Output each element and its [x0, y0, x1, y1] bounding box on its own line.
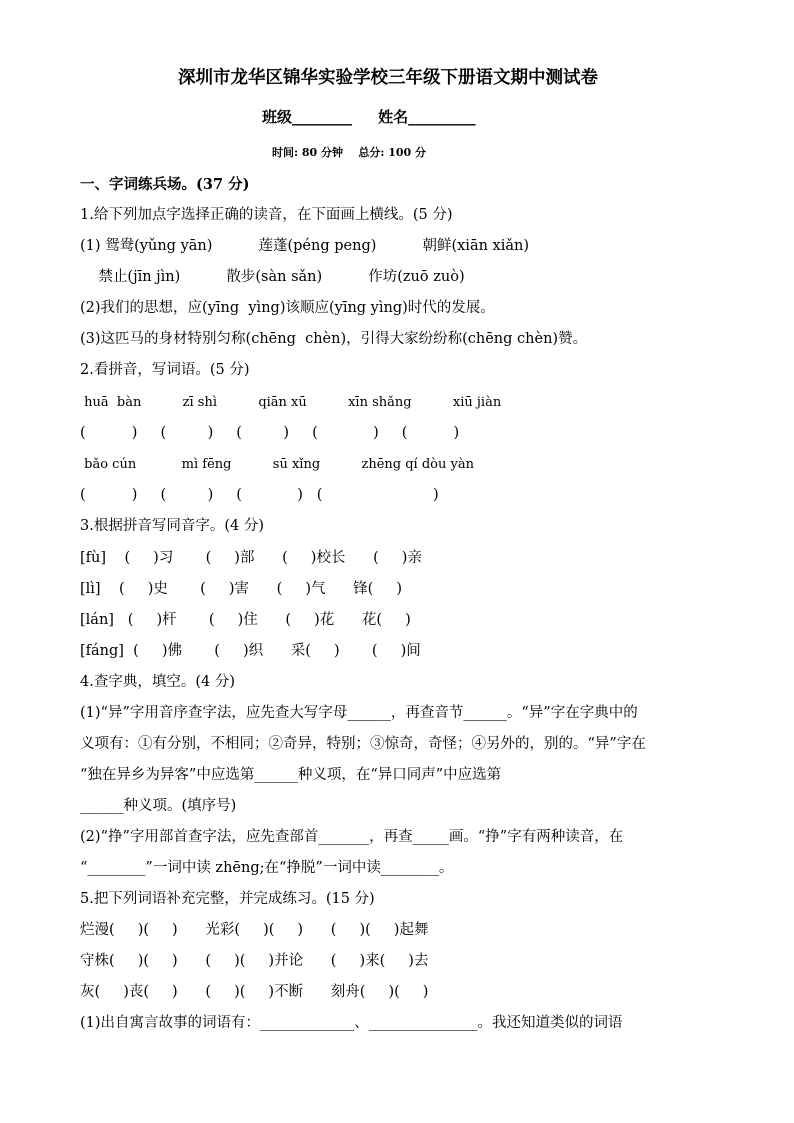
q2-pinyin-row1: huā bàn zī shì qiān xū xīn shǎng xiū jiàn: [80, 395, 502, 410]
q5-row1: 烂漫( )( ) 光彩( )( ) ( )( )起舞: [80, 922, 429, 938]
section-heading: 一、字词练兵场。(37 分): [80, 176, 250, 193]
q1-row3: (2)我们的思想，应(yīng yìng)该顺应(yīng yìng)时代的发展。: [80, 300, 495, 316]
q3-row3: [lán] ( )杆 ( )住 ( )花 花( ): [80, 612, 411, 628]
q1-row2: 禁止(jīn jìn) 散步(sàn sǎn) 作坊(zuō zuò): [80, 269, 465, 285]
q2-stem: 2.看拼音，写词语。(5 分): [80, 362, 250, 378]
q4-para2: 义项有：①有分别，不相同；②奇异，特别；③惊奇，奇怪；④另外的，别的。“异”字在: [80, 736, 646, 752]
q2-paren-row2: ( ) ( ) ( ) ( ): [80, 487, 439, 503]
q1-row1: (1) 鸳鸯(yǔng yān) 莲蓬(péng peng) 朝鲜(xiān xiǎn): [80, 238, 529, 254]
q3-stem: 3.根据拼音写同音字。(4 分): [80, 518, 264, 534]
q3-row2: [lì] ( )史 ( )害 ( )气 锋( ): [80, 581, 403, 597]
q3-row4: [fáng] ( )佛 ( )织 采( ) ( )间: [80, 643, 421, 659]
q4-para1: (1)“异”字用音序查字法，应先查大写字母______，再查音节______。“异”字在字典中的: [80, 705, 638, 721]
q3-row1: [fù] ( )习 ( )部 ( )校长 ( )亲: [80, 550, 422, 566]
q4-para4: ______种义项。(填序号): [80, 798, 237, 814]
q5-stem: 5.把下列词语补充完整，并完成练习。(15 分): [80, 891, 375, 907]
q4-para3: “独在异乡为异客”中应选第______种义项，在“异口同声”中应选第: [80, 767, 502, 783]
q5-row3: 灰( )丧( ) ( )( )不断 刻舟( )( ): [80, 984, 429, 1000]
q2-pinyin-row2: bǎo cún mì fēng sū xǐng zhēng qí dòu yàn: [80, 457, 474, 472]
q5-row2: 守株( )( ) ( )( )并论 ( )来( )去: [80, 953, 429, 969]
time-score-line: 时间: 80 分钟 总分: 100 分: [272, 146, 427, 159]
class-name-line: 班级________ 姓名_________: [262, 108, 476, 126]
q1-stem: 1.给下列加点字选择正确的读音，在下面画上横线。(5 分): [80, 207, 453, 223]
page-title: 深圳市龙华区锦华实验学校三年级下册语文期中测试卷: [178, 68, 598, 88]
q4-para6: “________”一词中读 zhēng;在“挣脱”一词中读________。: [80, 860, 454, 876]
q5-para1: (1)出自寓言故事的词语有：_____________、_______________。我还知道类似的词语: [80, 1015, 623, 1031]
q4-stem: 4.查字典，填空。(4 分): [80, 674, 235, 690]
q1-row4: (3)这匹马的身材特别匀称(chēng chèn)，引得大家纷纷称(chēng chèn)赞。: [80, 331, 588, 347]
q4-para5: (2)“挣”字用部首查字法，应先查部首_______，再查_____画。“挣”字有两种读音，在: [80, 829, 624, 845]
q2-paren-row1: ( ) ( ) ( ) ( ) ( ): [80, 425, 460, 441]
